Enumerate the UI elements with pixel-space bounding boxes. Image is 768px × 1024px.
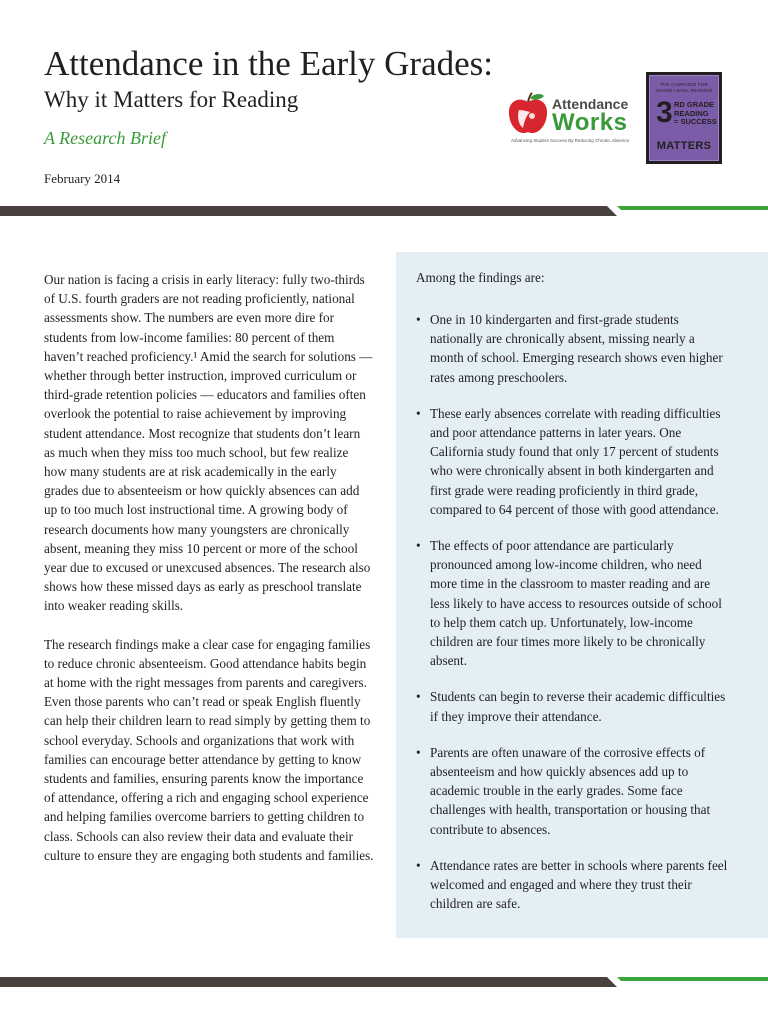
apple-icon [508,92,548,136]
body-paragraph: Our nation is facing a crisis in early literacy: fully two-thirds of U.S. fourth graders are not reading proficiently, national assessments show. The numbers are even more dire for students from low-income families: 80 percent of them haven’t reached proficiency.¹ Amid the search for solutions — whether through better instruction, improved curriculum or third-grade retention policies — educators and families often overlook the potential to raise achievement by improving student attendance. Most recognize that students don’t learn as much when they miss too much school, but few realize how many students are at risk academically in the early grades due to absenteeism or how quickly absences can add up to too much lost instructional time. A growing body of research documents how many youngsters are chronically absent, meaning they miss 10 percent or more of the school year due to excused or unexcused absences. The research also shows how these missed days as early as preschool translate into weaker reading skills. [44,272,373,614]
bullet-icon: • [416,857,421,873]
bullet-icon: • [416,312,421,327]
badge-lines: RD GRADE READING = SUCCESS [674,100,717,126]
finding-item: • Parents are often unaware of the corrosive effects of absenteeism and how quickly absences add up to academic trouble in the early grades. Some face challenges with health, transportation or housing that contribute to absences. [416,744,711,837]
badge-number: 3 [656,96,673,129]
finding-item: • One in 10 kindergarten and first-grade students nationally are chronically absent, missing nearly a month of school. Emerging research shows even higher rates among preschoolers. [416,312,723,385]
badge-campaign-text: THE CAMPAIGN FOR GRADE-LEVEL READING [655,82,713,93]
grade-level-reading-badge [646,72,722,164]
body-paragraph: The research findings make a clear case for engaging families to reduce chronic absenteeism. Good attendance habits begin at home with the right messages from parents and caregivers. Even those parents who can’t read or speak English fluently can help their children learn to read simply by getting them to school everyday. Schools and organizations that work with families can encourage better attendance by getting to know students and families, ensuring parents know the importance of attendance, offering a rich and engaging school experience and helping families overcome barriers to getting children to class. Schools can also review their data and evaluate their culture to ensure they are engaging both students and families. [44,636,374,863]
bullet-icon: • [416,689,421,705]
bullet-icon: • [416,538,421,554]
publication-date: February 2014 [44,171,121,186]
research-brief-label: A Research Brief [44,128,166,148]
footer-divider-stripe [0,977,768,987]
finding-item: • These early absences correlate with reading difficulties and poor attendance patterns in later years. One California study found that only 17 percent of students who were chronically absent in both kindergarten and first grade were reading proficiently in third grade, compared to 64 percent of those with good attendance. [416,405,721,517]
findings-intro: Among the findings are: [416,270,545,285]
page-subtitle: Why it Matters for Reading [44,87,299,112]
badge-matters: MATTERS [656,140,712,152]
finding-item: • Students can begin to reverse their academic difficulties if they improve their attendance. [416,689,726,724]
bullet-icon: • [416,744,421,760]
attendance-works-logo [508,88,632,150]
header-divider-stripe [0,206,768,216]
logo-word-attendance: Attendance [552,96,629,112]
main-body-text [44,270,374,884]
finding-item: • Attendance rates are better in schools where parents feel welcomed and engaged and where they trust their children are safe. [416,857,728,912]
bullet-icon: • [416,405,421,421]
logo-word-works: Works [552,109,628,136]
findings-sidebar [396,252,768,938]
logo-tagline: Advancing Student Success By Reducing Chronic Absence [511,138,630,143]
findings-list [416,310,728,930]
page-title: Attendance in the Early Grades: [44,44,493,83]
finding-item: • The effects of poor attendance are particularly pronounced among low-income children, who need more time in the classroom to master reading and are less likely to have access to resources outside of school to help them catch up. Unfortunately, low-income children are four times more likely to be chronically absent. [416,538,722,669]
